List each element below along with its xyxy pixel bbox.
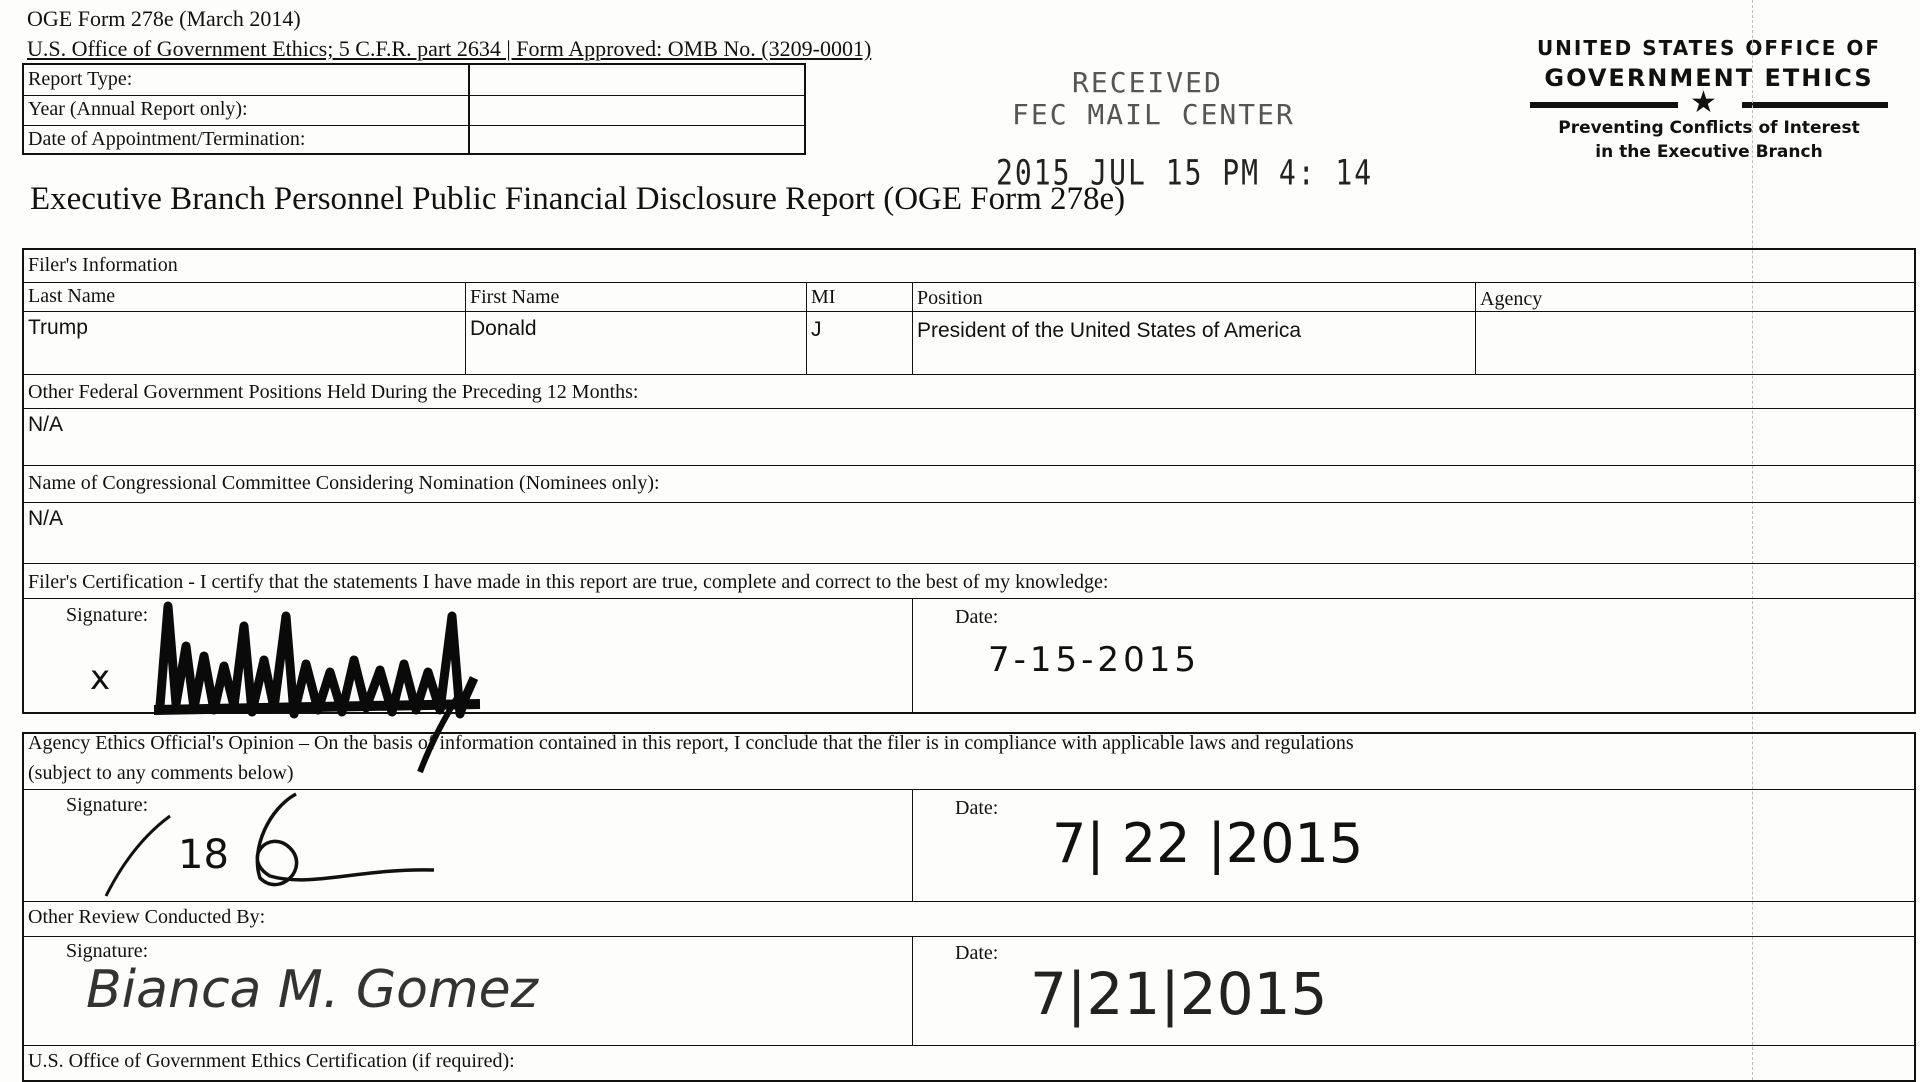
certification-label: Filer's Certification - I certify that the statements I have made in this report are true, complete and correct to the best of my knowledge: [28,571,1109,593]
agency-opinion-sublabel: (subject to any comments below) [28,762,294,784]
other-review-label: Other Review Conducted By: [28,906,266,928]
omb-line: U.S. Office of Government Ethics; 5 C.F.R. part 2634 | Form Approved: OMB No. (3209-0001) [27,36,872,61]
reviewer-signature-label: Signature: [66,940,149,962]
signature-x-mark: x [90,658,111,698]
logo-line3: Preventing Conflicts of Interest [1558,118,1860,138]
committee-label: Name of Congressional Committee Considering Nomination (Nominees only): [28,472,660,494]
form-id: OGE Form 278e (March 2014) [27,6,301,31]
first-name-value: Donald [470,317,537,340]
logo-line2: GOVERNMENT ETHICS [1544,64,1874,92]
other-positions-label: Other Federal Government Positions Held During the Preceding 12 Months: [28,381,639,403]
report-title: Executive Branch Personnel Public Financial Disclosure Report (OGE Form 278e) [30,181,1126,217]
mi-label: MI [811,286,836,308]
agency-label: Agency [1480,288,1543,310]
position-value: President of the United States of America [917,319,1302,342]
committee-value: N/A [28,507,64,530]
official-date-label: Date: [955,797,999,819]
position-label: Position [917,287,983,309]
official-signature-label: Signature: [66,794,149,816]
oge-logo [1528,36,1890,162]
year-label: Year (Annual Report only): [28,98,248,120]
appointment-label: Date of Appointment/Termination: [28,128,306,150]
report-type-row [24,65,804,96]
official-date-value: 7| 22 |2015 [1052,812,1364,875]
first-name-label: First Name [470,286,560,308]
stamp-received: RECEIVED [1072,66,1223,99]
filer-date-value: 7-15-2015 [988,640,1200,680]
logo-line4: in the Executive Branch [1595,142,1823,162]
last-name-value: Trump [28,316,88,339]
oge-certification-label: U.S. Office of Government Ethics Certification (if required): [28,1050,515,1072]
agency-opinion-label: Agency Ethics Official's Opinion – On the basis of information contained in this report, I conclude that the filer is in compliance with applicable laws and regulations [28,732,1354,754]
star-icon: ★ [1690,85,1717,120]
stamp-mail-center: FEC MAIL CENTER [1012,98,1295,131]
reviewer-date-label: Date: [955,942,999,964]
report-meta-table [22,63,806,155]
report-type-label: Report Type: [28,68,133,90]
official-signature-initials: 18 [178,832,229,878]
logo-rule [1528,85,1890,120]
reviewer-signature-value: Bianca M. Gomez [86,960,538,1020]
filer-signature-label: Signature: [66,604,149,626]
other-positions-value: N/A [28,413,64,436]
official-signature-scribble [100,788,440,898]
year-row [24,95,804,126]
filer-date-label: Date: [955,606,999,628]
logo-line1: UNITED STATES OFFICE OF [1536,36,1882,60]
mi-value: J [811,318,822,341]
reviewer-date-value: 7|21|2015 [1030,960,1328,1028]
appointment-row [24,125,804,155]
filer-info-label: Filer's Information [28,254,178,276]
last-name-label: Last Name [28,285,116,307]
stamp-datetime: 2015 JUL 15 PM 4: 14 [996,151,1374,194]
review-form-box [22,732,1916,1082]
